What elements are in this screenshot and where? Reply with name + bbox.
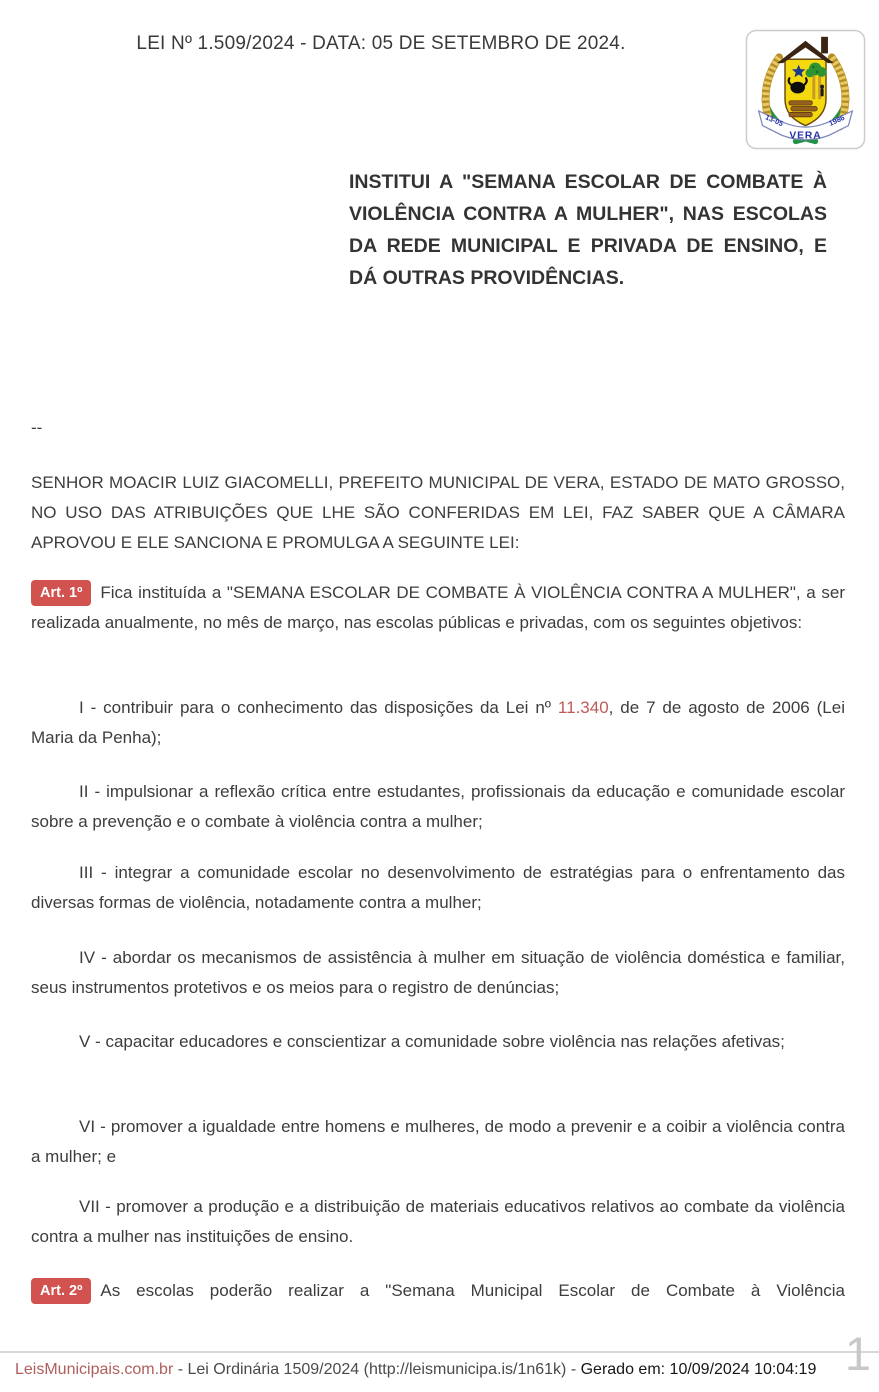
item-V: V - capacitar educadores e conscientizar a comunidade sobre violência nas relações afetivas; bbox=[79, 1032, 785, 1051]
law-11340-link[interactable]: 11.340 bbox=[557, 698, 609, 717]
preamble-text: SENHOR MOACIR LUIZ GIACOMELLI, PREFEITO MUNICIPAL DE VERA, ESTADO DE MATO GROSSO, NO USO DAS ATRIBUIÇÕES QUE LHE SÃO CONFERIDAS EM LEI, FAZ SABER QUE A CÂMARA APROVOU E ELE SANCIONA E PROMULGA A SEGUINTE LEI: bbox=[31, 473, 845, 552]
item-VI: VI - promover a igualdade entre homens e mulheres, de modo a prevenir e a coibir a violência contra a mulher; e bbox=[31, 1117, 845, 1166]
law-summary-heading: INSTITUI A "SEMANA ESCOLAR DE COMBATE À VIOLÊNCIA CONTRA A MULHER", NAS ESCOLAS DA REDE MUNICIPAL E PRIVADA DE ENSINO, E DÁ OUTRAS PROVIDÊNCIAS. bbox=[349, 171, 827, 289]
banner-year-left: 13-05 bbox=[763, 112, 785, 129]
article-1-badge[interactable]: Art. 1º bbox=[31, 580, 91, 606]
article-2-badge[interactable]: Art. 2º bbox=[31, 1278, 91, 1304]
figure-icon bbox=[820, 85, 824, 97]
municipal-crest-icon bbox=[745, 29, 866, 150]
item-I bbox=[31, 693, 845, 753]
footer bbox=[15, 1361, 816, 1379]
article-2 bbox=[31, 1276, 845, 1306]
coat-of-arms-vera-icon bbox=[745, 29, 866, 150]
item-III: III - integrar a comunidade escolar no desenvolvimento de estratégias para o enfrentamento das diversas formas de violência, notadamente contra a mulher; bbox=[31, 863, 845, 912]
item-I-prefix: I - contribuir para o conhecimento das disposições da Lei nº bbox=[79, 698, 558, 717]
banner-city-name: VERA bbox=[789, 130, 822, 142]
footer-law-reference: - Lei Ordinária 1509/2024 (http://leismunicipa.is/1n61k) - bbox=[173, 1361, 581, 1378]
separator-dashes: -- bbox=[31, 418, 43, 437]
item-II: II - impulsionar a reflexão crítica entre estudantes, profissionais da educação e comunidade escolar sobre a prevenção e o combate à violência contra a mulher; bbox=[31, 782, 845, 831]
footer-generated-timestamp: Gerado em: 10/09/2024 10:04:19 bbox=[580, 1361, 817, 1378]
page-title: LEI Nº 1.509/2024 - DATA: 05 DE SETEMBRO DE 2024. bbox=[136, 33, 626, 54]
banner-year-right: 1986 bbox=[827, 112, 846, 128]
article-1 bbox=[31, 578, 845, 638]
article-2-text: As escolas poderão realizar a "Semana Municipal Escolar de Combate à Violência bbox=[100, 1281, 845, 1300]
item-IV: IV - abordar os mecanismos de assistência à mulher em situação de violência doméstica e familiar, seus instrumentos protetivos e os meios para o registro de denúncias; bbox=[31, 948, 845, 997]
leismunicipais-link[interactable]: LeisMunicipais.com.br bbox=[15, 1361, 174, 1378]
item-VII: VII - promover a produção e a distribuição de materiais educativos relativos ao combate da violência contra a mulher nas instituições de ensino. bbox=[31, 1197, 845, 1246]
page-number: 1 bbox=[844, 1327, 871, 1380]
article-1-text: Fica instituída a "SEMANA ESCOLAR DE COMBATE À VIOLÊNCIA CONTRA A MULHER", a ser realizada anualmente, no mês de março, nas escolas públicas e privadas, com os seguintes objetivos: bbox=[31, 583, 845, 632]
footer-divider bbox=[0, 1351, 879, 1353]
item-I-suffix: , de 7 de agosto de 2006 (Lei Maria da Penha); bbox=[31, 698, 845, 747]
